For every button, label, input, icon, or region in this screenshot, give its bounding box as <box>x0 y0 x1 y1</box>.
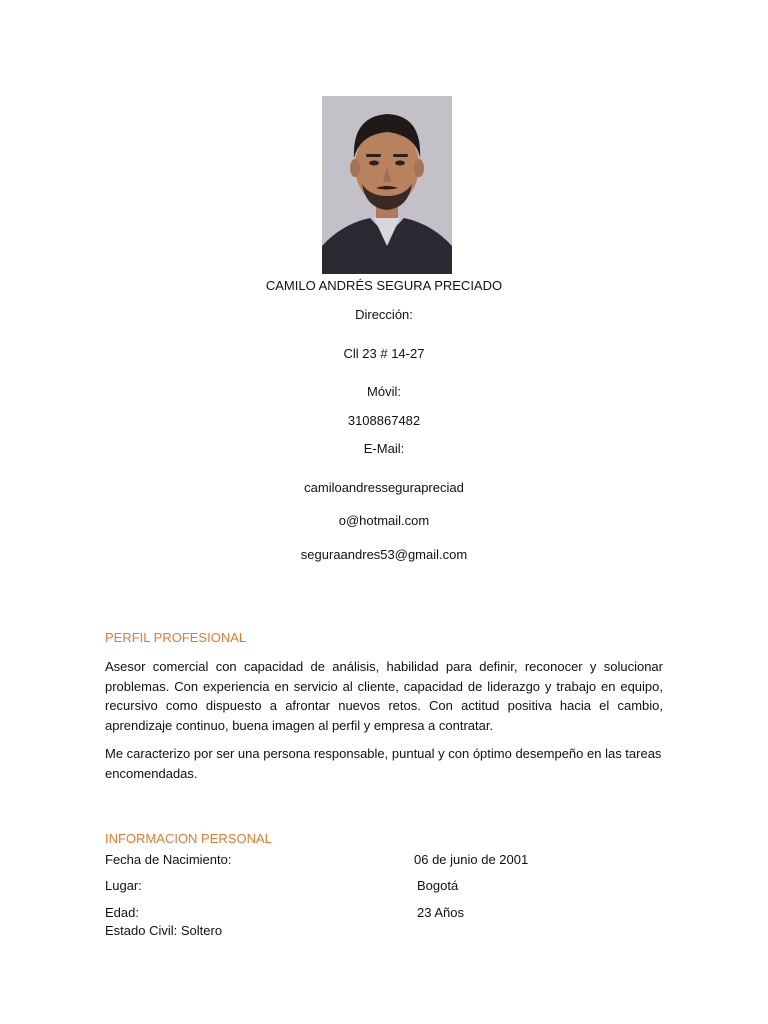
age-value: 23 Años <box>417 905 464 920</box>
email-line-1: camiloandressegurapreciad <box>304 480 464 495</box>
profile-paragraph-2: Me caracterizo por ser una persona responsable, puntual y con óptimo desempeño en las tareas encomendadas. <box>105 746 662 781</box>
place-value: Bogotá <box>417 878 459 893</box>
profile-photo <box>322 96 452 274</box>
mobile-label: Móvil: <box>367 384 401 399</box>
place-label: Lugar: <box>105 878 142 893</box>
email-line-2: o@hotmail.com <box>338 513 430 528</box>
address-label: Dirección: <box>355 307 413 322</box>
address-value: Cll 23 # 14-27 <box>343 346 425 361</box>
candidate-name: CAMILO ANDRÉS SEGURA PRECIADO <box>265 278 503 293</box>
age-label: Edad: <box>105 905 139 920</box>
profile-heading: PERFIL PROFESIONAL <box>105 630 247 645</box>
email-secondary: seguraandres53@gmail.com <box>300 547 468 562</box>
birth-date-label: Fecha de Nacimiento: <box>105 852 232 867</box>
email-label: E-Mail: <box>363 441 405 456</box>
civil-status: Estado Civil: Soltero <box>105 923 223 938</box>
mobile-value: 3108867482 <box>347 413 421 428</box>
birth-date-value: 06 de junio de 2001 <box>414 852 529 867</box>
profile-paragraph-1: Asesor comercial con capacidad de análisis, habilidad para definir, reconocer y solucionar problemas. Con experiencia en servicio al cliente, capacidad de liderazgo y trabajo en equipo, recursivo como dispuesto a afrontar nuevos retos. Con actitud positiva hacia el cambio, aprendizaje continuo, buena imagen al perfil y empresa a contratar. <box>105 659 663 733</box>
personal-info-heading: INFORMACION PERSONAL <box>105 831 272 846</box>
